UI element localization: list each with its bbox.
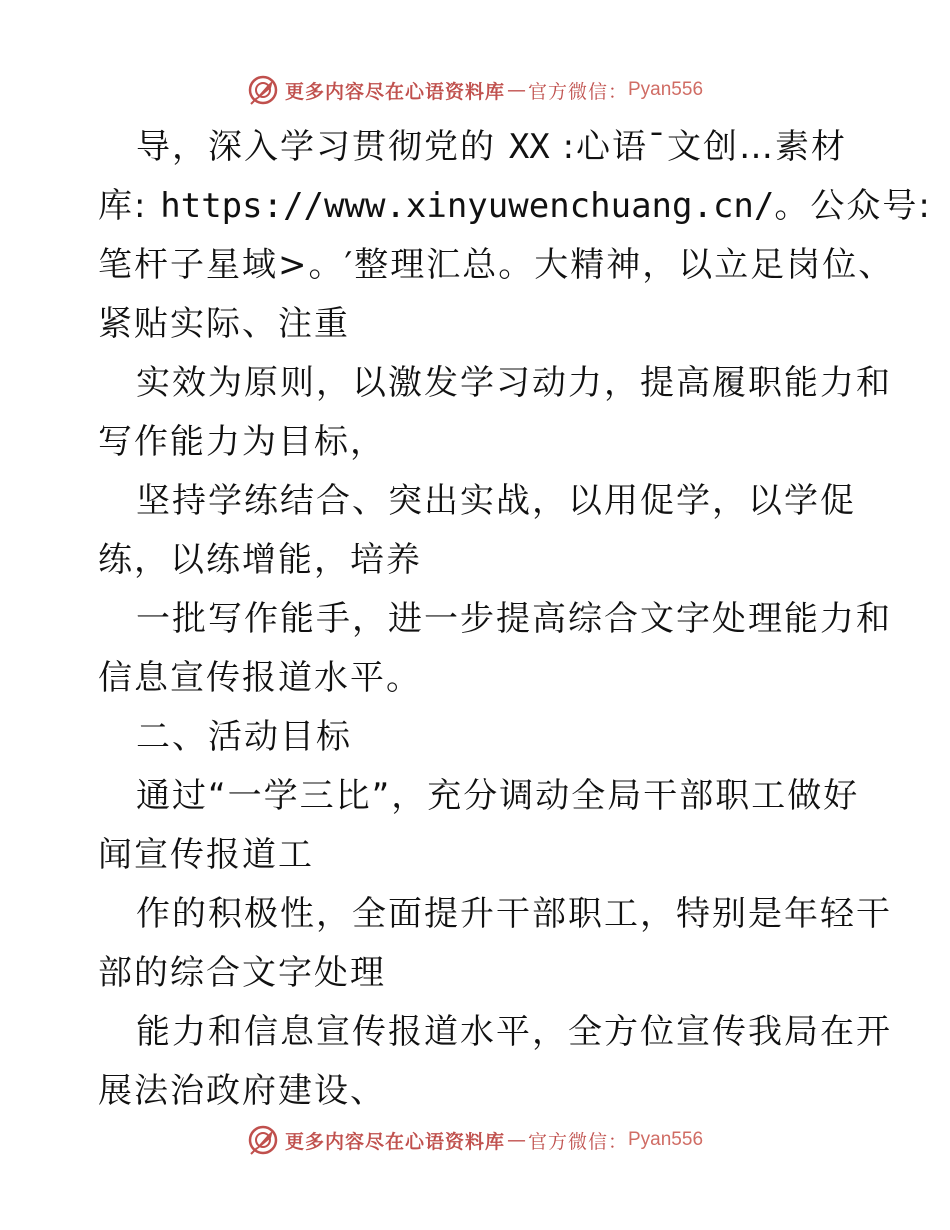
body-line-1 bbox=[98, 118, 868, 177]
body-line-3: 笔杆子星域>。′整理汇总。大精神，以立足岗位、 bbox=[98, 245, 895, 285]
body-line-15: 部的综合文字处理 bbox=[98, 953, 386, 993]
body-line-8: 练，以练增能，培养 bbox=[98, 540, 422, 580]
body-line-7: 坚持学练结合、突出实战，以用促学，以学促 bbox=[136, 481, 856, 521]
banner-brand-text: 更多内容尽在心语资料库 bbox=[284, 1130, 505, 1153]
quill-logo-icon bbox=[247, 1124, 279, 1156]
document-body bbox=[98, 118, 932, 1121]
body-line-10: 信息宣传报道水平。 bbox=[98, 658, 422, 698]
banner-brand-text: 更多内容尽在心语资料库 bbox=[284, 80, 505, 103]
banner-wechat-id: Pyan556 bbox=[628, 1129, 704, 1150]
body-line-4: 紧贴实际、注重 bbox=[98, 304, 350, 344]
body-line-12: 通过“一学三比”，充分调动全局干部职工做好 bbox=[136, 776, 860, 816]
body-line-5: 实效为原则，以激发学习动力，提高履职能力和 bbox=[136, 363, 892, 403]
body-line-17: 展法治政府建设、 bbox=[98, 1071, 386, 1111]
banner-separator: — bbox=[506, 1129, 526, 1151]
body-line-6: 写作能力为目标， bbox=[98, 422, 386, 462]
body-line-16: 能力和信息宣传报道水平，全方位宣传我局在开 bbox=[136, 1012, 892, 1052]
body-line-1-text-a: 导，深入学习贯彻党的 bbox=[136, 127, 509, 167]
body-line-2-text-a: 库: bbox=[98, 186, 161, 226]
section-heading-goals: 二、活动目标 bbox=[136, 717, 352, 757]
body-line-1-text-c: :心语¯文创…素材 bbox=[549, 127, 848, 167]
banner-wechat-id: Pyan556 bbox=[628, 79, 704, 100]
body-line-2 bbox=[98, 177, 932, 236]
quill-logo-icon bbox=[247, 74, 279, 106]
header-watermark-banner bbox=[0, 70, 950, 110]
body-line-14: 作的积极性，全面提升干部职工，特别是年轻干 bbox=[136, 894, 892, 934]
body-line-1-text-b: XX bbox=[508, 127, 550, 167]
body-line-9: 一批写作能手，进一步提高综合文字处理能力和 bbox=[136, 599, 892, 639]
body-line-13: 闻宣传报道工 bbox=[98, 835, 314, 875]
footer-watermark-banner bbox=[0, 1120, 950, 1160]
body-line-2-text-c: 。公众号: bbox=[774, 186, 932, 226]
body-line-2-url: https://www.xinyuwenchuang.cn/ bbox=[160, 186, 775, 226]
banner-separator: — bbox=[506, 79, 526, 101]
banner-wechat-label: 官方微信： bbox=[527, 1130, 628, 1153]
banner-wechat-label: 官方微信： bbox=[527, 80, 628, 103]
